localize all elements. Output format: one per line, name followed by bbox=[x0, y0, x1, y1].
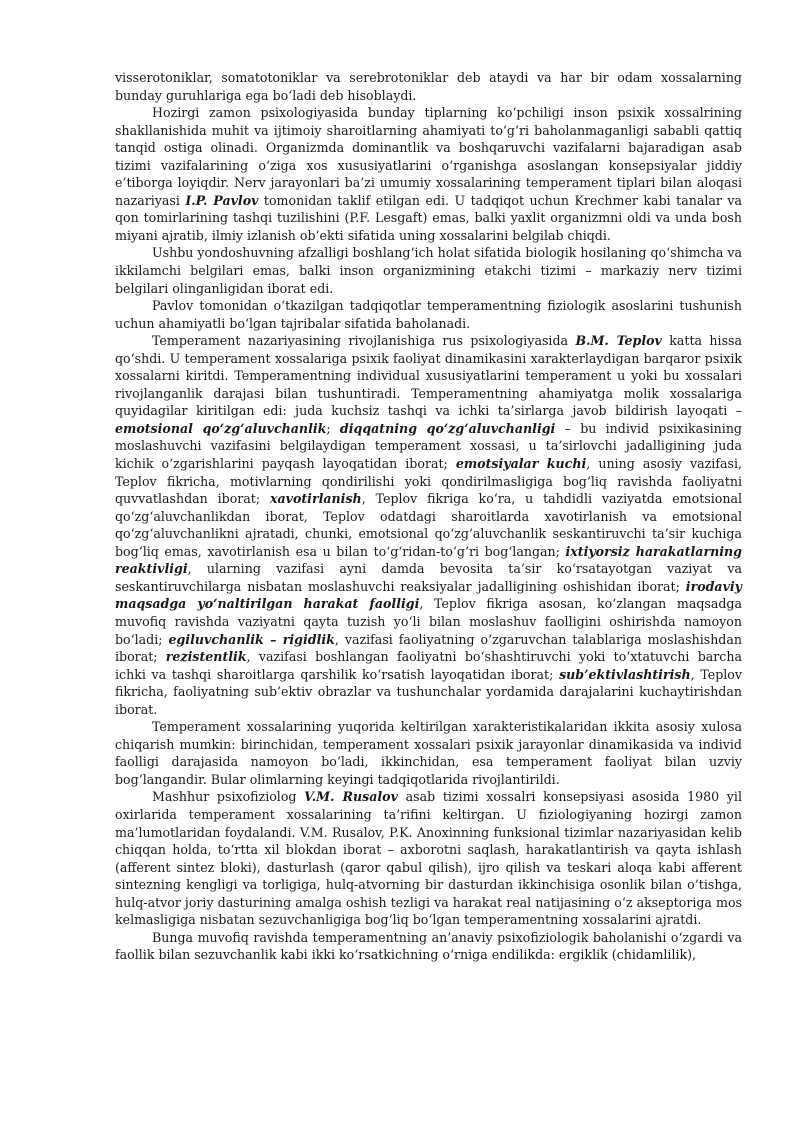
emphasized-term: V.M. Rusalov bbox=[304, 789, 398, 805]
emphasized-term: xavotirlanish bbox=[269, 491, 362, 507]
text-run: – bu individ psixikasining moslashuvchi vazifasini belgilaydigan temperament xossasi, u ta’sirlovchi jadalligining juda kichik o‘zgarishlarini payqash layoqatidan iborat; bbox=[115, 420, 742, 472]
text-run: , Teplov fikricha, faoliyatning sub’ektiv obrazlar va tushunchalar yordamida darajalarini kuchaytirishdan iborat. bbox=[115, 666, 742, 717]
text-run: , vazifasi boshlangan faoliyatni bo‘shashtiruvchi yoki to‘xtatuvchi barcha ichki va tashqi sharoitlarga qarshilik ko‘rsatish layoqatidan iborat; bbox=[115, 649, 742, 682]
emphasized-term: diqqatning qo‘zg‘aluvchanligi bbox=[339, 420, 556, 436]
text-run: Pavlov tomonidan o‘tkazilgan tadqiqotlar temperamentning fiziologik asoslarini tushunish uchun ahamiyatli bo‘lgan tajribalar sifatida baholanadi. bbox=[115, 298, 742, 331]
document-body bbox=[115, 69, 742, 964]
paragraph bbox=[115, 929, 742, 964]
emphasized-term: emotsional qo‘zg‘aluvchanlik bbox=[115, 420, 327, 436]
text-run: , Teplov fikriga asosan, ko‘zlangan maqsadga muvofiq ravishda vaziyatni qayta tuzish yo‘li bilan moslashuv faolligini oshirishda namoyon bo‘ladi; bbox=[115, 596, 742, 647]
text-run: , Teplov fikriga ko‘ra, u tahdidli vaziyatda emotsional qo‘zg‘aluvchanlikdan iborat, Teplov odatdagi sharoitlarda xavotirlanish va emotsional qo‘zg‘aluvchanlikni ajratadi, chunki, emotsional qo‘zg‘aluvchanlik seskantiruvchi ta’sir kuchiga bog‘liq emas, xavotirlanish esa u bilan to‘g‘ridan-to‘g‘ri bog‘langan; bbox=[115, 491, 742, 559]
text-run: Temperament nazariyasining rivojlanishiga rus psixologiyasida bbox=[152, 333, 576, 349]
paragraph bbox=[115, 104, 742, 244]
text-run: , vazifasi faoliyatning o‘zgaruvchan talablariga moslashishdan iborat; bbox=[115, 631, 742, 665]
paragraph bbox=[115, 69, 742, 104]
text-run: Hozirgi zamon psixologiyasida bunday tiplarning ko‘pchiligi inson psixik xossalrining shakllanishida muhit va ijtimoiy sharoitlarning ahamiyati to‘g‘ri baholanmaganligi sababli qattiq tanqid ostiga olinadi. Organizmda dominantlik va boshqaruvchi vazifalarni bajaradigan asab tizimi vazifalarining o‘ziga xos xususiyatlarini o‘rganishga asoslangan konsepsiyalar jiddiy e’tiborga loyiqdir. Nerv jarayonlari ba’zi umumiy xossalarining temperament tiplari bilan aloqasi nazariyasi bbox=[115, 105, 742, 208]
text-run: , uning asosiy vazifasi, Teplov fikricha, motivlarning qondirilishi yoki qondirilmasligiga bog‘liq ravishda faoliyatni quvvatlashdan iborat; bbox=[115, 456, 742, 507]
text-run: visserotoniklar, somatotoniklar va serebrotoniklar deb ataydi va har bir odam xossalarning bunday guruhlariga ega bo‘ladi deb hisoblaydi. bbox=[115, 70, 742, 103]
text-run: ; bbox=[326, 420, 340, 436]
text-run: Ushbu yondoshuvning afzalligi boshlang‘ich holat sifatida biologik hosilaning qo‘shimcha va ikkilamchi belgilari emas, balki inson organizmining etakchi tizimi – markaziy nerv tizimi belgilari olinganligidan iborat edi. bbox=[115, 245, 742, 296]
text-run: tomonidan taklif etilgan edi. U tadqiqot uchun Krechmer kabi tanalar va qon tomirlarining tashqi tuzilishini (P.F. Lesgaft) emas, balki yaxlit organizmni oldi va unda bosh miyani ajratib, ilmiy izlanish ob’ekti sifatida uning xossalarini belgilab chiqdi. bbox=[115, 192, 742, 243]
paragraph bbox=[115, 718, 742, 788]
emphasized-term: sub’ektivlashtirish bbox=[559, 666, 691, 682]
emphasized-term: egiluvchanlik – rigidlik bbox=[168, 631, 335, 647]
emphasized-term: I.P. Pavlov bbox=[185, 192, 259, 208]
text-run: asab tizimi xossalri konsepsiyasi asosida 1980 yil oxirlarida temperament xossalarining ta’rifini keltirgan. U fiziologiyaning hozirgi zamon ma’lumotlaridan foydalandi. V.M. Rusalov, P.K. Anoxinning funksional tizimlar nazariyasidan kelib chiqqan holda, to‘rtta xil blokdan iborat – axborotni saqlash, harakatlantirish va qayta ishlash (afferent sintez bloki), dasturlash (qaror qabul qilish), ijro qilish va teskari aloqa kabi afferent sintezning kengligi va torligiga, hulq-atvorning bir dasturdan ikkinchisiga osonlik bilan o‘tishga, hulq-atvor joriy dasturining amalga oshish tezligi va harakat real natijasining o‘z akseptoriga mos kelmasligiga nisbatan sezuvchanligiga bog‘liq bo‘lgan temperamentning xossalarini ajratdi. bbox=[115, 789, 742, 928]
emphasized-term: rezistentlik bbox=[165, 649, 247, 665]
emphasized-term: B.M. Teplov bbox=[575, 333, 662, 349]
text-run: Temperament xossalarining yuqorida keltirilgan xarakteristikalaridan ikkita asosiy xulosa chiqarish mumkin: birinchidan, temperament xossalari psixik jarayonlar dinamikasida va individ faolligi darajasida namoyon bo‘ladi, ikkinchidan, esa temperament faoliyat bilan uzviy bog‘langandir. Bular olimlarning keyingi tadqiqotlarida rivojlantirildi. bbox=[115, 719, 742, 787]
text-run: Bunga muvofiq ravishda temperamentning an’anaviy psixofiziologik baholanishi o‘zgardi va faollik bilan sezuvchanlik kabi ikki ko‘rsatkichning o‘rniga endilikda: ergiklik (chidamlilik), bbox=[115, 929, 742, 963]
emphasized-term: emotsiyalar kuchi bbox=[455, 456, 587, 472]
emphasized-term: irodaviy maqsadga yo‘naltirilgan harakat faolligi bbox=[115, 578, 742, 612]
paragraph bbox=[115, 788, 742, 928]
emphasized-term: ixtiyorsiz harakatlarning reaktivligi bbox=[115, 543, 742, 577]
text-run: Mashhur psixofiziolog bbox=[152, 789, 305, 805]
paragraph bbox=[115, 332, 742, 718]
text-run: , ularning vazifasi ayni damda bevosita ta’sir ko‘rsatayotgan vaziyat va seskantiruvchilarga nisbatan moslashuvchi reaksiyalar jadalligining oshishidan iborat; bbox=[115, 561, 742, 594]
text-run: katta hissa qo‘shdi. U temperament xossalariga psixik faoliyat dinamikasini xarakterlaydigan barqaror psixik xossalarni kiritdi. Temperamentning individual xususiyatlarini temperament u yoki bu xossalari rivojlanganlik darajasi bilan tushuntiradi. Temperamentning ahamiyatga molik xossalariga quyidagilar kiritilgan edi: juda kuchsiz tashqi va ichki ta’sirlarga javob bildirish layoqati – bbox=[115, 333, 743, 419]
paragraph bbox=[115, 297, 742, 332]
paragraph bbox=[115, 244, 742, 297]
